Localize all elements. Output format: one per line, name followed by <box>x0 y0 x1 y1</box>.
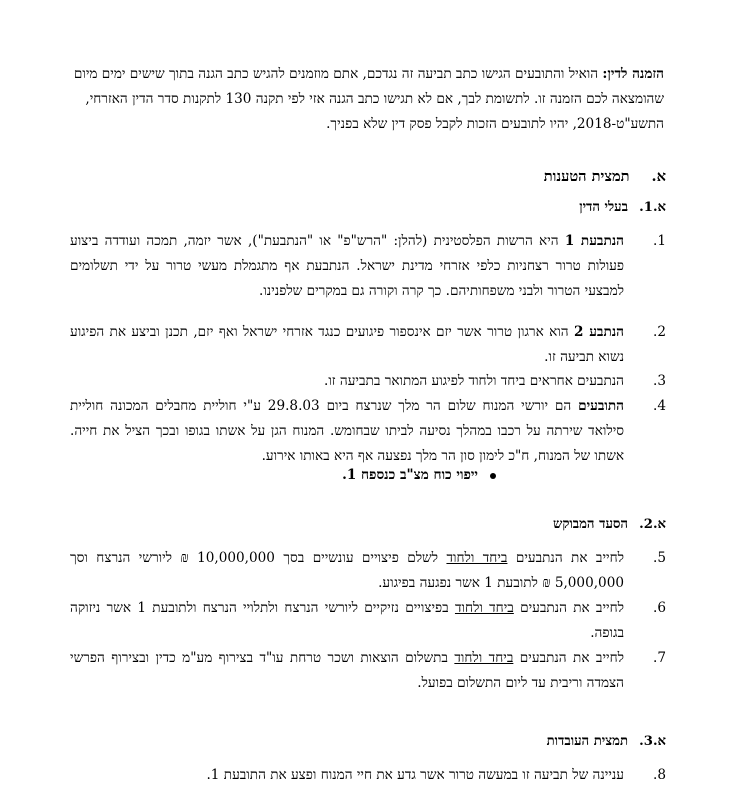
summons-lead: הזמנה לדין: <box>602 66 664 82</box>
item-text-before: לחייב את הנתבעים <box>507 550 624 566</box>
item-underlined: ביחד ולחוד <box>454 650 514 666</box>
item-text-before: לחייב את הנתבעים <box>513 600 624 616</box>
item-number: 4. <box>653 398 666 414</box>
summons-paragraph <box>70 62 664 137</box>
section-a-title: תמצית הטענות <box>543 168 630 185</box>
item-text: הוא ארגון טרור אשר יזם אינספור פיגועים כנגד אזרחי ישראל ואף יזם, תכנן וביצע את הפיגוע נשוא תביעה זו. <box>70 324 624 365</box>
summons-text: הואיל והתובעים הגישו כתב תביעה זה נגדכם, אתם מוזמנים להגיש כתב הגנה בתוך שישים ימים מיום שהומצאה לכם הזמנה זו. לתשומת לבך, אם לא תגישו כתב הגנה אזי לפי תקנה 130 לתקנות סדר הדין האזרחי, התשע"ט-2018, יהיו לתובעים הזכות לקבל פסק דין שלא בפניך. <box>73 66 664 132</box>
item-number: 2. <box>653 324 666 340</box>
item-number: 1. <box>653 233 666 249</box>
item-lead: התובעים <box>578 398 624 414</box>
item-text-after: בפיצויים נזיקיים ליורשי הנרצח ולתלויי הנרצח ולתובעת 1 אשר ניזוקה בגופה. <box>70 600 624 641</box>
item-number: 6. <box>653 600 666 616</box>
power-of-attorney-bullet <box>0 467 496 483</box>
item-text-before: לחייב את הנתבעים <box>513 650 624 666</box>
section-a1-title: בעלי הדין <box>579 200 628 215</box>
item-text-after: בתשלום הוצאות ושכר טרחת עו"ד בצירוף מע"מ כדין ובצירוף הפרשי הצמדה וריבית עד ליום התשלום בפועל. <box>70 650 624 691</box>
bullet-dot-icon <box>490 473 496 479</box>
section-a2-title: הסעד המבוקש <box>552 517 628 532</box>
item-text: עניינה של תביעה זו במעשה טרור אשר גדע את חיי המנוח ופצע את התובעת 1. <box>206 767 624 783</box>
section-a1-heading <box>0 199 666 215</box>
list-item <box>70 596 666 646</box>
list-item <box>70 763 666 788</box>
item-number: 5. <box>653 550 666 566</box>
section-a2-heading <box>0 516 666 532</box>
item-text-after: לשלם פיצויים עונשיים בסך 10,000,000 ₪ ליורשי הנרצח וסך 5,000,000 ₪ לתובעת 1 אשר נפגעה בפיגוע. <box>70 550 624 591</box>
list-item <box>70 546 666 596</box>
section-a3-title: תמצית העובדות <box>546 734 628 749</box>
section-a-heading <box>0 168 666 186</box>
list-item <box>70 369 666 394</box>
item-underlined: ביחד ולחוד <box>454 600 514 616</box>
item-number: 3. <box>653 373 666 389</box>
item-text: הנתבעים אחראים ביחד ולחוד לפיגוע המתואר בתביעה זו. <box>324 373 624 389</box>
bullet-text: ייפוי כוח מצ"ב כנספח 1. <box>342 467 478 483</box>
list-item <box>70 229 666 304</box>
list-item <box>70 394 666 469</box>
item-lead: הנתבעת 1 <box>564 233 624 249</box>
list-item <box>70 646 666 696</box>
item-number: 8. <box>653 767 666 783</box>
item-text: היא הרשות הפלסטינית (להלן: "הרש"פ" או "הנתבעת"), אשר יזמה, תמכה ועודדה ביצוע פעולות טרור רצחניות כלפי אזרחי מדינת ישראל. הנתבעת אף מתגמלת מעשי טרור על ידי תשלומים למבצעי הטרור ולבני משפחותיהם. כך קרה וקורה גם במקרים שלפנינו. <box>70 233 624 299</box>
section-a-number: א. <box>651 168 666 185</box>
section-a3-heading <box>0 733 666 749</box>
item-lead: הנתבע 2 <box>573 324 624 340</box>
item-number: 7. <box>653 650 666 666</box>
section-a2-number: א.2. <box>639 517 666 532</box>
section-a3-number: א.3. <box>639 734 666 749</box>
section-a1-number: א.1. <box>639 200 666 215</box>
item-text: הם יורשי המנוח שלום הר מלך שנרצח ביום 29.8.03 ע"י חוליית מחבלים המכונה חוליית סילואד שירתה על רכבו במהלך נסיעה לביתו שבחומש. המנוח הגן על אשתו בגופו ובכך הציל את חייה. אשתו של המנוח, ח"כ לימון סון הר מלך נפצעה אף היא באותו אירוע. <box>70 398 624 464</box>
list-item <box>70 320 666 370</box>
item-underlined: ביחד ולחוד <box>446 550 508 566</box>
